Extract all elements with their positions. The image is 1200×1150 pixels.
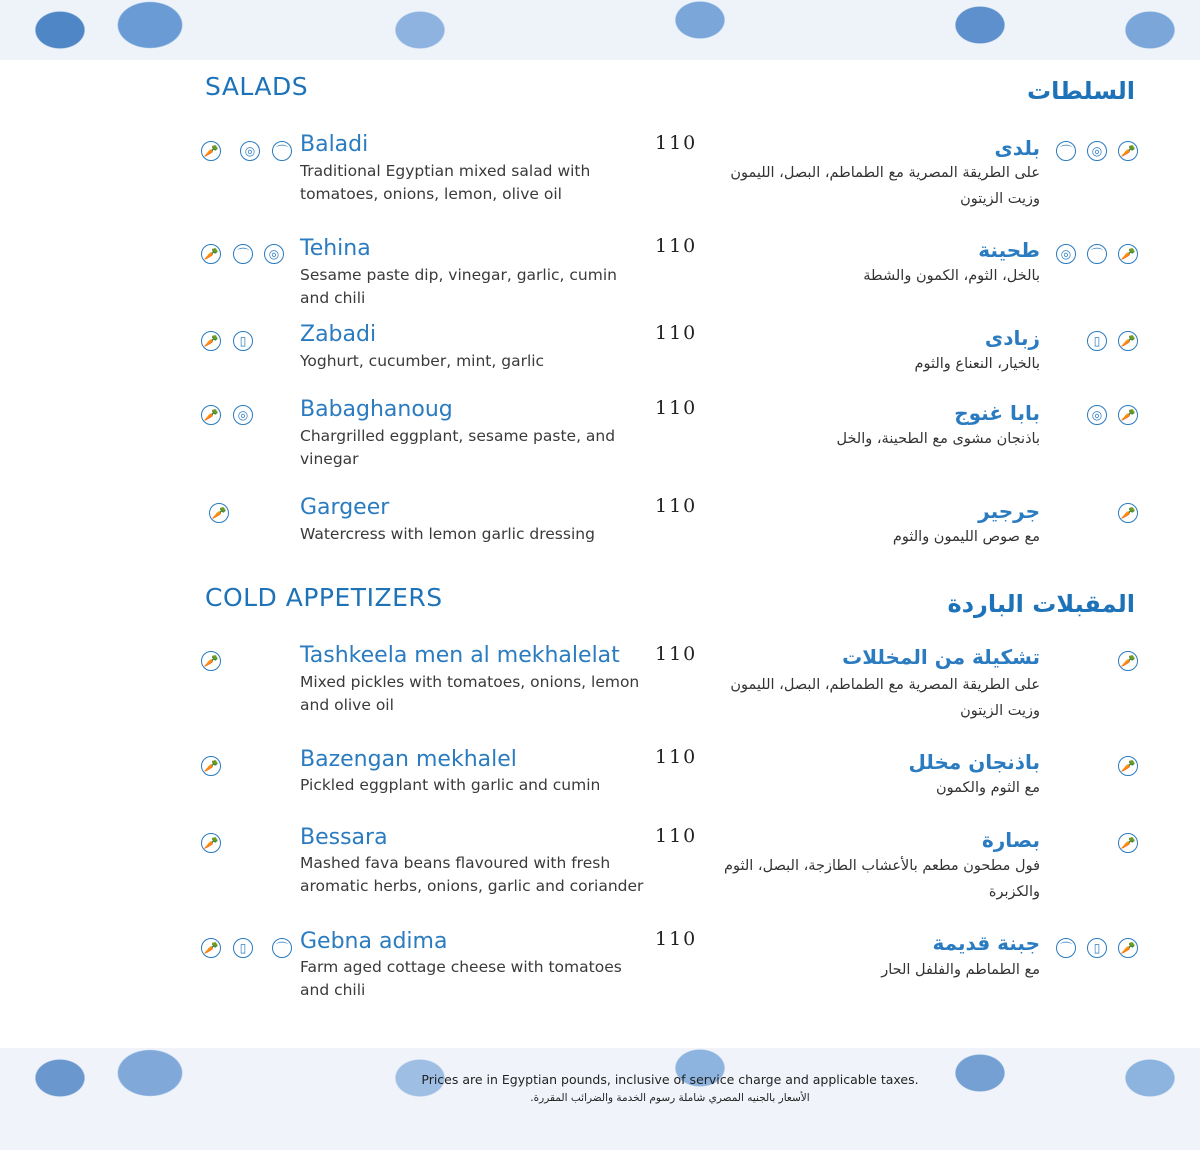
salads-title-arabic: السلطات	[1027, 77, 1135, 105]
item-name: Baladi	[300, 132, 369, 157]
vegetarian-icon: 🥕	[1118, 651, 1138, 671]
vegetarian-icon: 🥕	[1118, 938, 1138, 958]
item-name: Babaghanoug	[300, 397, 453, 422]
item-name: Tashkeela men al mekhalelat	[300, 643, 620, 668]
item-price: 110	[655, 825, 698, 847]
chili-icon: ⌒	[1056, 141, 1076, 161]
item-price: 110	[655, 132, 698, 154]
vegetarian-icon: 🥕	[201, 651, 221, 671]
item-name: Bazengan mekhalel	[300, 747, 517, 772]
dairy-icon: ▯	[1087, 938, 1107, 958]
chili-icon: ⌒	[272, 938, 292, 958]
seed-icon: ◎	[240, 141, 260, 161]
item-price: 110	[655, 397, 698, 419]
item-name-arabic: بلدى	[994, 136, 1040, 160]
item-name-arabic: تشكيلة من المخللات	[842, 645, 1040, 669]
item-description-arabic: بالخيار، النعناع والثوم	[914, 356, 1040, 372]
item-description-arabic: مع صوص الليمون والثوم	[892, 529, 1040, 545]
item-description-arabic: بالخل، الثوم، الكمون والشطة	[863, 268, 1040, 284]
item-name-arabic: باذنجان مخلل	[908, 750, 1040, 774]
cold-appetizers-title-arabic: المقبلات الباردة	[947, 590, 1135, 618]
item-name: Gebna adima	[300, 929, 448, 954]
vegetarian-icon: 🥕	[1118, 141, 1138, 161]
seed-icon: ◎	[233, 405, 253, 425]
item-description-arabic: فول مطحون مطعم بالأعشاب الطازجة، البصل، الثوم والكزبرة	[724, 858, 1040, 900]
item-description-arabic: على الطريقة المصرية مع الطماطم، البصل، الليمون وزيت الزيتون	[730, 165, 1040, 207]
seed-icon: ◎	[1087, 141, 1107, 161]
item-name: Tehina	[300, 236, 371, 261]
item-name-arabic: زبادى	[984, 326, 1040, 350]
seed-icon: ◎	[264, 244, 284, 264]
vegetarian-icon: 🥕	[1118, 244, 1138, 264]
item-name-arabic: بصارة	[981, 828, 1040, 852]
vegetarian-icon: 🥕	[201, 331, 221, 351]
dairy-icon: ▯	[1087, 331, 1107, 351]
cold-appetizers-title: COLD APPETIZERS	[205, 583, 443, 612]
chili-icon: ⌒	[233, 244, 253, 264]
item-name-arabic: طحينة	[978, 238, 1040, 262]
item-description: Mashed fava beans flavoured with fresh aromatic herbs, onions, garlic and coriander	[300, 854, 644, 895]
vegetarian-icon: 🥕	[201, 938, 221, 958]
dairy-icon: ▯	[233, 938, 253, 958]
seed-icon: ◎	[1087, 405, 1107, 425]
chili-icon: ⌒	[1087, 244, 1107, 264]
vegetarian-icon: 🥕	[201, 405, 221, 425]
vegetarian-icon: 🥕	[1118, 833, 1138, 853]
chili-icon: ⌒	[272, 141, 292, 161]
item-description-arabic: على الطريقة المصرية مع الطماطم، البصل، الليمون وزيت الزيتون	[730, 677, 1040, 719]
vegetarian-icon: 🥕	[1118, 405, 1138, 425]
item-description-arabic: مع الثوم والكمون	[936, 780, 1040, 796]
item-price: 110	[655, 235, 698, 257]
item-description: Farm aged cottage cheese with tomatoes and chili	[300, 958, 622, 999]
item-description: Yoghurt, cucumber, mint, garlic	[300, 352, 545, 370]
vegetarian-icon: 🥕	[201, 833, 221, 853]
item-name-arabic: بابا غنوج	[954, 401, 1040, 425]
item-description: Pickled eggplant with garlic and cumin	[300, 776, 601, 794]
salads-title: SALADS	[205, 72, 309, 101]
item-price: 110	[655, 928, 698, 950]
item-price: 110	[655, 495, 698, 517]
vegetarian-icon: 🥕	[1118, 756, 1138, 776]
vegetarian-icon: 🥕	[201, 244, 221, 264]
vegetarian-icon: 🥕	[201, 141, 221, 161]
item-name: Zabadi	[300, 322, 377, 347]
item-description-arabic: مع الطماطم والفلفل الحار	[881, 962, 1040, 978]
chili-icon: ⌒	[1056, 938, 1076, 958]
item-price: 110	[655, 322, 698, 344]
item-description: Traditional Egyptian mixed salad with tomatoes, onions, lemon, olive oil	[300, 162, 591, 203]
item-name-arabic: جبنة قديمة	[932, 931, 1040, 955]
vegetarian-icon: 🥕	[209, 503, 229, 523]
item-description: Chargrilled eggplant, sesame paste, and vinegar	[300, 427, 616, 468]
item-price: 110	[655, 643, 698, 665]
item-name-arabic: جرجير	[978, 499, 1040, 523]
dairy-icon: ▯	[233, 331, 253, 351]
item-description: Mixed pickles with tomatoes, onions, lemon and olive oil	[300, 673, 640, 714]
item-name: Gargeer	[300, 495, 390, 520]
price-note: Prices are in Egyptian pounds, inclusive of service charge and applicable taxes.	[421, 1072, 919, 1087]
vegetarian-icon: 🥕	[1118, 331, 1138, 351]
item-price: 110	[655, 746, 698, 768]
vegetarian-icon: 🥕	[201, 756, 221, 776]
item-description-arabic: باذنجان مشوى مع الطحينة، والخل	[836, 431, 1040, 447]
price-note-arabic: الأسعار بالجنيه المصري شاملة رسوم الخدمة والضرائب المقررة.	[530, 1092, 810, 1104]
item-description: Sesame paste dip, vinegar, garlic, cumin and chili	[300, 266, 617, 307]
vegetarian-icon: 🥕	[1118, 503, 1138, 523]
seed-icon: ◎	[1056, 244, 1076, 264]
item-description: Watercress with lemon garlic dressing	[300, 525, 595, 543]
item-name: Bessara	[300, 825, 388, 850]
